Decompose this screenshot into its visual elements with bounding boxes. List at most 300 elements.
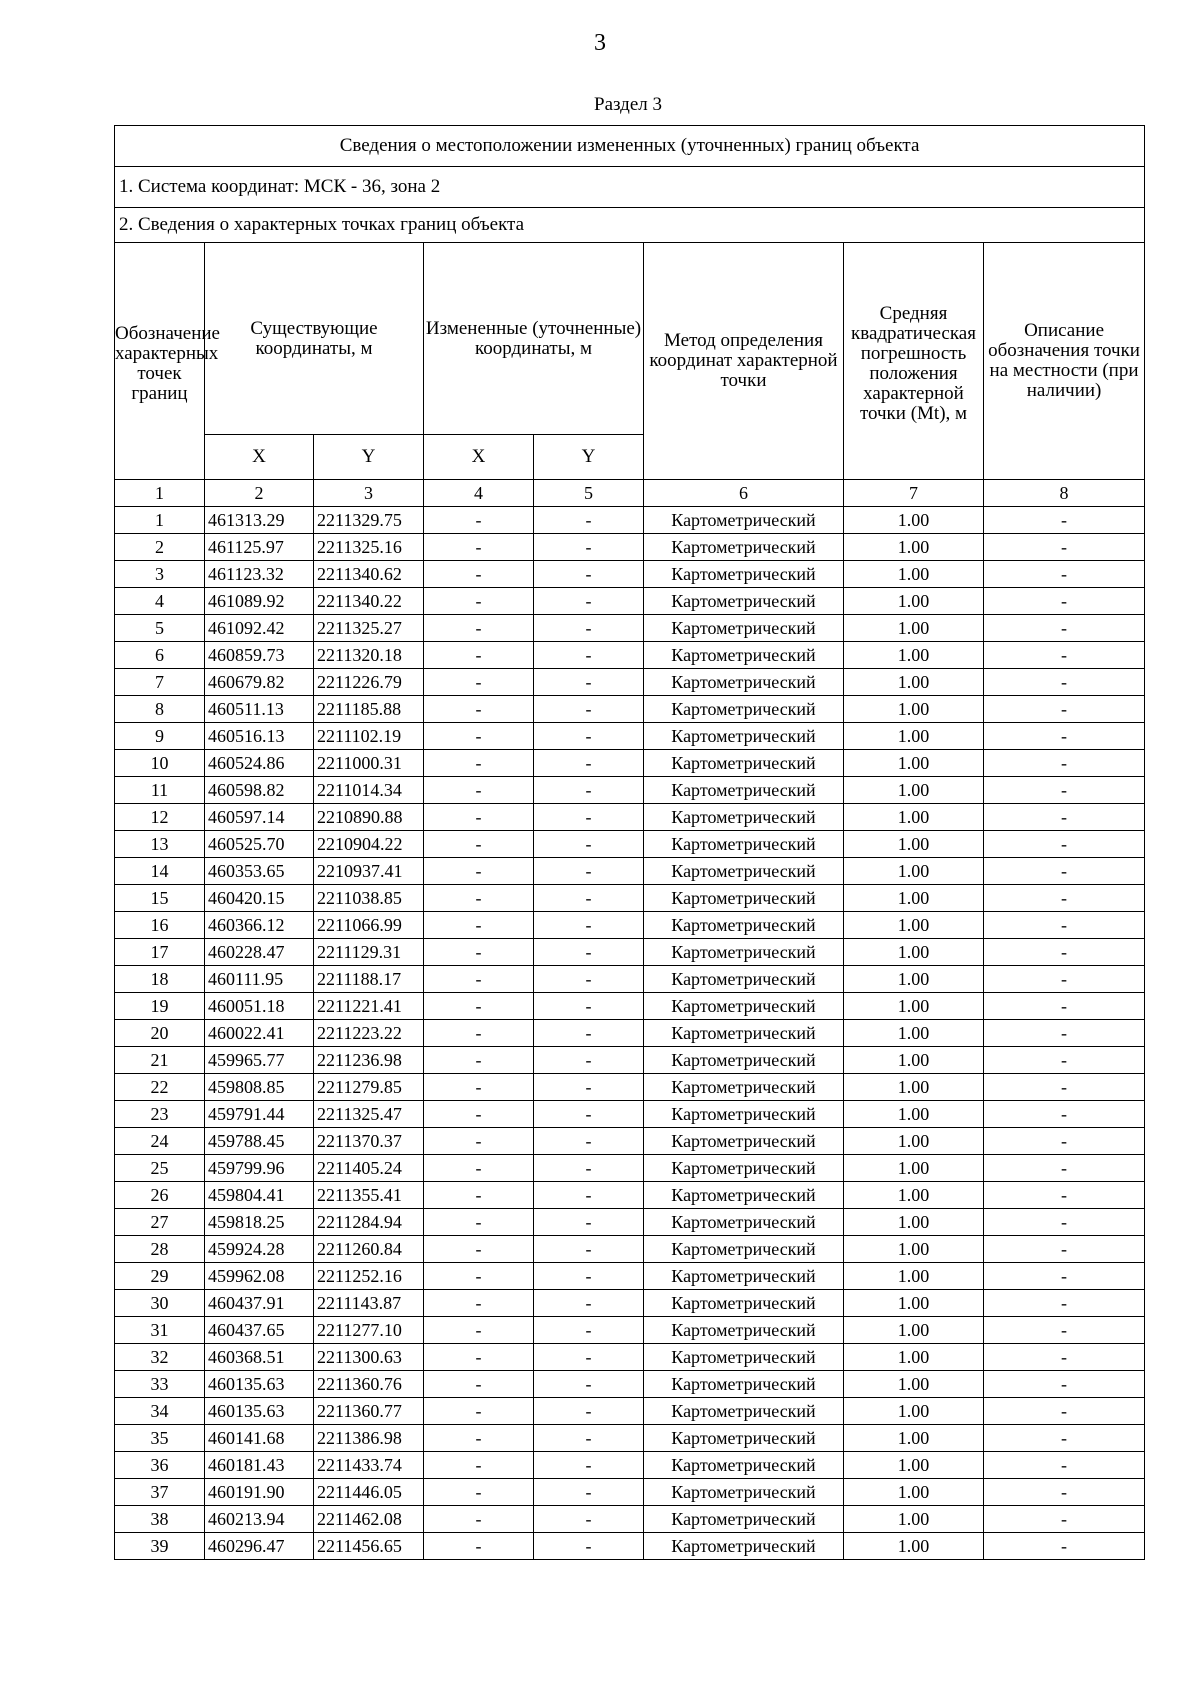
error-cell: 1.00 — [844, 669, 984, 696]
changed-x-cell: - — [424, 939, 534, 966]
existing-x-cell: 460437.91 — [205, 1290, 314, 1317]
existing-x-cell: 460051.18 — [205, 993, 314, 1020]
header-changed-y: Y — [534, 435, 644, 480]
changed-x-cell: - — [424, 750, 534, 777]
description-cell: - — [984, 1344, 1145, 1371]
method-cell: Картометрический — [644, 1128, 844, 1155]
table-row — [115, 588, 1145, 615]
point-number-cell: 21 — [115, 1047, 205, 1074]
error-cell: 1.00 — [844, 912, 984, 939]
description-cell: - — [984, 1209, 1145, 1236]
existing-x-cell: 461092.42 — [205, 615, 314, 642]
table-row — [115, 1101, 1145, 1128]
existing-x-cell: 460228.47 — [205, 939, 314, 966]
changed-y-cell: - — [534, 1128, 644, 1155]
error-cell: 1.00 — [844, 1047, 984, 1074]
table-row — [115, 1047, 1145, 1074]
boundary-points-table — [114, 125, 1145, 1560]
existing-y-cell: 2211320.18 — [314, 642, 424, 669]
changed-y-cell: - — [534, 588, 644, 615]
method-cell: Картометрический — [644, 777, 844, 804]
existing-x-cell: 460181.43 — [205, 1452, 314, 1479]
method-cell: Картометрический — [644, 1263, 844, 1290]
table-row — [115, 1371, 1145, 1398]
description-cell: - — [984, 777, 1145, 804]
existing-x-cell: 460598.82 — [205, 777, 314, 804]
existing-y-cell: 2211340.62 — [314, 561, 424, 588]
method-cell: Картометрический — [644, 1209, 844, 1236]
description-cell: - — [984, 1425, 1145, 1452]
existing-x-cell: 460353.65 — [205, 858, 314, 885]
table-row — [115, 1209, 1145, 1236]
error-cell: 1.00 — [844, 1425, 984, 1452]
changed-y-cell: - — [534, 642, 644, 669]
method-cell: Картометрический — [644, 1479, 844, 1506]
changed-y-cell: - — [534, 1290, 644, 1317]
page-number: 3 — [594, 30, 606, 56]
point-number-cell: 18 — [115, 966, 205, 993]
existing-y-cell: 2211277.10 — [314, 1317, 424, 1344]
existing-y-cell: 2211185.88 — [314, 696, 424, 723]
changed-x-cell: - — [424, 696, 534, 723]
changed-x-cell: - — [424, 1263, 534, 1290]
changed-x-cell: - — [424, 534, 534, 561]
existing-y-cell: 2211226.79 — [314, 669, 424, 696]
description-cell: - — [984, 534, 1145, 561]
table-row — [115, 1020, 1145, 1047]
error-cell: 1.00 — [844, 1020, 984, 1047]
point-number-cell: 38 — [115, 1506, 205, 1533]
point-number-cell: 12 — [115, 804, 205, 831]
changed-x-cell: - — [424, 507, 534, 534]
method-cell: Картометрический — [644, 966, 844, 993]
description-cell: - — [984, 831, 1145, 858]
header-error: Средняя квадратическая погрешность положения характерной точки (Mt), м — [844, 243, 984, 480]
existing-x-cell: 459808.85 — [205, 1074, 314, 1101]
existing-x-cell: 460437.65 — [205, 1317, 314, 1344]
method-cell: Картометрический — [644, 696, 844, 723]
changed-y-cell: - — [534, 831, 644, 858]
existing-y-cell: 2211038.85 — [314, 885, 424, 912]
description-cell: - — [984, 615, 1145, 642]
header-changed-coordinates: Измененные (уточненные) координаты, м — [424, 243, 644, 435]
changed-x-cell: - — [424, 1506, 534, 1533]
existing-x-cell: 460368.51 — [205, 1344, 314, 1371]
table-row — [115, 831, 1145, 858]
changed-y-cell: - — [534, 1479, 644, 1506]
error-cell: 1.00 — [844, 1344, 984, 1371]
table-row — [115, 1182, 1145, 1209]
existing-y-cell: 2211360.76 — [314, 1371, 424, 1398]
existing-x-cell: 461125.97 — [205, 534, 314, 561]
table-title: Сведения о местоположении измененных (уточненных) границ объекта — [115, 126, 1145, 167]
existing-y-cell: 2210890.88 — [314, 804, 424, 831]
existing-y-cell: 2211433.74 — [314, 1452, 424, 1479]
error-cell: 1.00 — [844, 1479, 984, 1506]
changed-y-cell: - — [534, 1506, 644, 1533]
error-cell: 1.00 — [844, 804, 984, 831]
column-number: 1 — [115, 480, 205, 507]
existing-y-cell: 2211370.37 — [314, 1128, 424, 1155]
changed-y-cell: - — [534, 1020, 644, 1047]
column-number: 8 — [984, 480, 1145, 507]
existing-y-cell: 2211252.16 — [314, 1263, 424, 1290]
table-row — [115, 939, 1145, 966]
method-cell: Картометрический — [644, 1371, 844, 1398]
table-row — [115, 669, 1145, 696]
changed-x-cell: - — [424, 912, 534, 939]
header-existing-coordinates: Существующие координаты, м — [205, 243, 424, 435]
error-cell: 1.00 — [844, 1128, 984, 1155]
method-cell: Картометрический — [644, 858, 844, 885]
method-cell: Картометрический — [644, 507, 844, 534]
existing-y-cell: 2211386.98 — [314, 1425, 424, 1452]
existing-y-cell: 2211360.77 — [314, 1398, 424, 1425]
error-cell: 1.00 — [844, 1371, 984, 1398]
description-cell: - — [984, 1452, 1145, 1479]
point-number-cell: 8 — [115, 696, 205, 723]
existing-x-cell: 459924.28 — [205, 1236, 314, 1263]
description-cell: - — [984, 1479, 1145, 1506]
table-row — [115, 1398, 1145, 1425]
existing-y-cell: 2211325.16 — [314, 534, 424, 561]
existing-y-cell: 2211340.22 — [314, 588, 424, 615]
error-cell: 1.00 — [844, 1506, 984, 1533]
error-cell: 1.00 — [844, 939, 984, 966]
table-row — [115, 858, 1145, 885]
changed-x-cell: - — [424, 1128, 534, 1155]
description-cell: - — [984, 669, 1145, 696]
point-number-cell: 33 — [115, 1371, 205, 1398]
error-cell: 1.00 — [844, 1101, 984, 1128]
point-number-cell: 31 — [115, 1317, 205, 1344]
changed-y-cell: - — [534, 1047, 644, 1074]
error-cell: 1.00 — [844, 1209, 984, 1236]
point-number-cell: 4 — [115, 588, 205, 615]
error-cell: 1.00 — [844, 777, 984, 804]
existing-y-cell: 2211143.87 — [314, 1290, 424, 1317]
error-cell: 1.00 — [844, 966, 984, 993]
point-number-cell: 28 — [115, 1236, 205, 1263]
changed-x-cell: - — [424, 1020, 534, 1047]
header-existing-x: X — [205, 435, 314, 480]
method-cell: Картометрический — [644, 939, 844, 966]
description-cell: - — [984, 561, 1145, 588]
description-cell: - — [984, 1074, 1145, 1101]
header-description: Описание обозначения точки на местности (при наличии) — [984, 243, 1145, 480]
table-row — [115, 885, 1145, 912]
existing-y-cell: 2211284.94 — [314, 1209, 424, 1236]
table-row — [115, 1506, 1145, 1533]
changed-y-cell: - — [534, 1236, 644, 1263]
changed-x-cell: - — [424, 966, 534, 993]
error-cell: 1.00 — [844, 615, 984, 642]
error-cell: 1.00 — [844, 696, 984, 723]
changed-y-cell: - — [534, 534, 644, 561]
coordinate-system: 1. Система координат: МСК - 36, зона 2 — [115, 167, 1145, 208]
table-row — [115, 1263, 1145, 1290]
existing-x-cell: 460679.82 — [205, 669, 314, 696]
table-row — [115, 912, 1145, 939]
existing-y-cell: 2211129.31 — [314, 939, 424, 966]
method-cell: Картометрический — [644, 723, 844, 750]
table-row — [115, 1128, 1145, 1155]
existing-y-cell: 2211462.08 — [314, 1506, 424, 1533]
changed-x-cell: - — [424, 615, 534, 642]
method-cell: Картометрический — [644, 1047, 844, 1074]
description-cell: - — [984, 885, 1145, 912]
description-cell: - — [984, 993, 1145, 1020]
changed-y-cell: - — [534, 669, 644, 696]
changed-y-cell: - — [534, 696, 644, 723]
changed-y-cell: - — [534, 858, 644, 885]
changed-y-cell: - — [534, 777, 644, 804]
changed-x-cell: - — [424, 1344, 534, 1371]
changed-y-cell: - — [534, 750, 644, 777]
point-number-cell: 10 — [115, 750, 205, 777]
method-cell: Картометрический — [644, 1236, 844, 1263]
point-number-cell: 15 — [115, 885, 205, 912]
description-cell: - — [984, 966, 1145, 993]
method-cell: Картометрический — [644, 1452, 844, 1479]
existing-y-cell: 2211236.98 — [314, 1047, 424, 1074]
changed-y-cell: - — [534, 966, 644, 993]
changed-y-cell: - — [534, 804, 644, 831]
method-cell: Картометрический — [644, 561, 844, 588]
existing-x-cell: 460213.94 — [205, 1506, 314, 1533]
table-row — [115, 1479, 1145, 1506]
method-cell: Картометрический — [644, 1533, 844, 1560]
error-cell: 1.00 — [844, 1317, 984, 1344]
point-number-cell: 25 — [115, 1155, 205, 1182]
table-row — [115, 1074, 1145, 1101]
error-cell: 1.00 — [844, 1290, 984, 1317]
error-cell: 1.00 — [844, 507, 984, 534]
existing-y-cell: 2211300.63 — [314, 1344, 424, 1371]
point-number-cell: 22 — [115, 1074, 205, 1101]
point-number-cell: 27 — [115, 1209, 205, 1236]
table-row — [115, 1344, 1145, 1371]
changed-x-cell: - — [424, 885, 534, 912]
changed-x-cell: - — [424, 777, 534, 804]
existing-y-cell: 2211014.34 — [314, 777, 424, 804]
existing-x-cell: 460296.47 — [205, 1533, 314, 1560]
method-cell: Картометрический — [644, 1074, 844, 1101]
changed-y-cell: - — [534, 885, 644, 912]
existing-x-cell: 460366.12 — [205, 912, 314, 939]
changed-x-cell: - — [424, 1290, 534, 1317]
point-number-cell: 24 — [115, 1128, 205, 1155]
point-number-cell: 7 — [115, 669, 205, 696]
table-row — [115, 534, 1145, 561]
table-row — [115, 750, 1145, 777]
point-number-cell: 37 — [115, 1479, 205, 1506]
existing-y-cell: 2211325.47 — [314, 1101, 424, 1128]
table-row — [115, 1236, 1145, 1263]
changed-y-cell: - — [534, 615, 644, 642]
table-row — [115, 1425, 1145, 1452]
description-cell: - — [984, 1371, 1145, 1398]
table-row — [115, 1452, 1145, 1479]
existing-x-cell: 461089.92 — [205, 588, 314, 615]
changed-y-cell: - — [534, 939, 644, 966]
error-cell: 1.00 — [844, 858, 984, 885]
existing-x-cell: 459818.25 — [205, 1209, 314, 1236]
changed-x-cell: - — [424, 1236, 534, 1263]
changed-y-cell: - — [534, 1317, 644, 1344]
table-row — [115, 723, 1145, 750]
description-cell: - — [984, 804, 1145, 831]
existing-x-cell: 460111.95 — [205, 966, 314, 993]
existing-y-cell: 2211446.05 — [314, 1479, 424, 1506]
existing-y-cell: 2211355.41 — [314, 1182, 424, 1209]
existing-x-cell: 460859.73 — [205, 642, 314, 669]
point-number-cell: 34 — [115, 1398, 205, 1425]
changed-x-cell: - — [424, 1317, 534, 1344]
method-cell: Картометрический — [644, 1020, 844, 1047]
point-number-cell: 19 — [115, 993, 205, 1020]
method-cell: Картометрический — [644, 534, 844, 561]
method-cell: Картометрический — [644, 1182, 844, 1209]
point-number-cell: 5 — [115, 615, 205, 642]
description-cell: - — [984, 912, 1145, 939]
changed-y-cell: - — [534, 561, 644, 588]
changed-x-cell: - — [424, 1371, 534, 1398]
changed-x-cell: - — [424, 1425, 534, 1452]
description-cell: - — [984, 1317, 1145, 1344]
changed-y-cell: - — [534, 993, 644, 1020]
changed-x-cell: - — [424, 723, 534, 750]
method-cell: Картометрический — [644, 1425, 844, 1452]
changed-y-cell: - — [534, 723, 644, 750]
table-row — [115, 777, 1145, 804]
error-cell: 1.00 — [844, 588, 984, 615]
existing-x-cell: 460524.86 — [205, 750, 314, 777]
column-number: 6 — [644, 480, 844, 507]
existing-x-cell: 459962.08 — [205, 1263, 314, 1290]
description-cell: - — [984, 750, 1145, 777]
table-row — [115, 615, 1145, 642]
error-cell: 1.00 — [844, 831, 984, 858]
method-cell: Картометрический — [644, 615, 844, 642]
existing-x-cell: 459804.41 — [205, 1182, 314, 1209]
column-number: 5 — [534, 480, 644, 507]
table-row — [115, 696, 1145, 723]
existing-y-cell: 2211066.99 — [314, 912, 424, 939]
changed-y-cell: - — [534, 1182, 644, 1209]
existing-x-cell: 459788.45 — [205, 1128, 314, 1155]
points-caption: 2. Сведения о характерных точках границ объекта — [115, 208, 1145, 243]
table-row — [115, 507, 1145, 534]
existing-y-cell: 2211405.24 — [314, 1155, 424, 1182]
changed-x-cell: - — [424, 1101, 534, 1128]
existing-y-cell: 2211260.84 — [314, 1236, 424, 1263]
existing-x-cell: 460135.63 — [205, 1398, 314, 1425]
changed-x-cell: - — [424, 1155, 534, 1182]
changed-x-cell: - — [424, 1398, 534, 1425]
method-cell: Картометрический — [644, 885, 844, 912]
changed-y-cell: - — [534, 912, 644, 939]
existing-y-cell: 2211325.27 — [314, 615, 424, 642]
point-number-cell: 1 — [115, 507, 205, 534]
header-changed-x: X — [424, 435, 534, 480]
description-cell: - — [984, 1155, 1145, 1182]
method-cell: Картометрический — [644, 1317, 844, 1344]
changed-x-cell: - — [424, 642, 534, 669]
method-cell: Картометрический — [644, 669, 844, 696]
existing-x-cell: 460597.14 — [205, 804, 314, 831]
description-cell: - — [984, 642, 1145, 669]
changed-x-cell: - — [424, 1533, 534, 1560]
changed-y-cell: - — [534, 1209, 644, 1236]
header-existing-y: Y — [314, 435, 424, 480]
error-cell: 1.00 — [844, 750, 984, 777]
existing-y-cell: 2211456.65 — [314, 1533, 424, 1560]
point-number-cell: 20 — [115, 1020, 205, 1047]
error-cell: 1.00 — [844, 1155, 984, 1182]
point-number-cell: 30 — [115, 1290, 205, 1317]
existing-x-cell: 460420.15 — [205, 885, 314, 912]
error-cell: 1.00 — [844, 1398, 984, 1425]
existing-x-cell: 460191.90 — [205, 1479, 314, 1506]
error-cell: 1.00 — [844, 723, 984, 750]
error-cell: 1.00 — [844, 1182, 984, 1209]
description-cell: - — [984, 1182, 1145, 1209]
changed-y-cell: - — [534, 1425, 644, 1452]
method-cell: Картометрический — [644, 831, 844, 858]
changed-x-cell: - — [424, 1452, 534, 1479]
error-cell: 1.00 — [844, 534, 984, 561]
header-designation: Обозначение характерных точек границ — [115, 243, 205, 480]
description-cell: - — [984, 1263, 1145, 1290]
existing-x-cell: 460135.63 — [205, 1371, 314, 1398]
point-number-cell: 29 — [115, 1263, 205, 1290]
changed-y-cell: - — [534, 507, 644, 534]
changed-x-cell: - — [424, 561, 534, 588]
method-cell: Картометрический — [644, 1398, 844, 1425]
existing-y-cell: 2210904.22 — [314, 831, 424, 858]
existing-y-cell: 2211279.85 — [314, 1074, 424, 1101]
table-row — [115, 1290, 1145, 1317]
error-cell: 1.00 — [844, 1074, 984, 1101]
point-number-cell: 6 — [115, 642, 205, 669]
method-cell: Картометрический — [644, 1101, 844, 1128]
point-number-cell: 9 — [115, 723, 205, 750]
changed-x-cell: - — [424, 993, 534, 1020]
point-number-cell: 3 — [115, 561, 205, 588]
table-row — [115, 804, 1145, 831]
changed-y-cell: - — [534, 1074, 644, 1101]
error-cell: 1.00 — [844, 561, 984, 588]
existing-x-cell: 460141.68 — [205, 1425, 314, 1452]
description-cell: - — [984, 1236, 1145, 1263]
method-cell: Картометрический — [644, 993, 844, 1020]
changed-y-cell: - — [534, 1155, 644, 1182]
point-number-cell: 23 — [115, 1101, 205, 1128]
point-number-cell: 2 — [115, 534, 205, 561]
method-cell: Картометрический — [644, 1506, 844, 1533]
description-cell: - — [984, 1506, 1145, 1533]
existing-x-cell: 460022.41 — [205, 1020, 314, 1047]
table-row — [115, 561, 1145, 588]
changed-x-cell: - — [424, 1209, 534, 1236]
existing-y-cell: 2211000.31 — [314, 750, 424, 777]
description-cell: - — [984, 1047, 1145, 1074]
column-number: 2 — [205, 480, 314, 507]
table-row — [115, 1317, 1145, 1344]
description-cell: - — [984, 1020, 1145, 1047]
point-number-cell: 11 — [115, 777, 205, 804]
